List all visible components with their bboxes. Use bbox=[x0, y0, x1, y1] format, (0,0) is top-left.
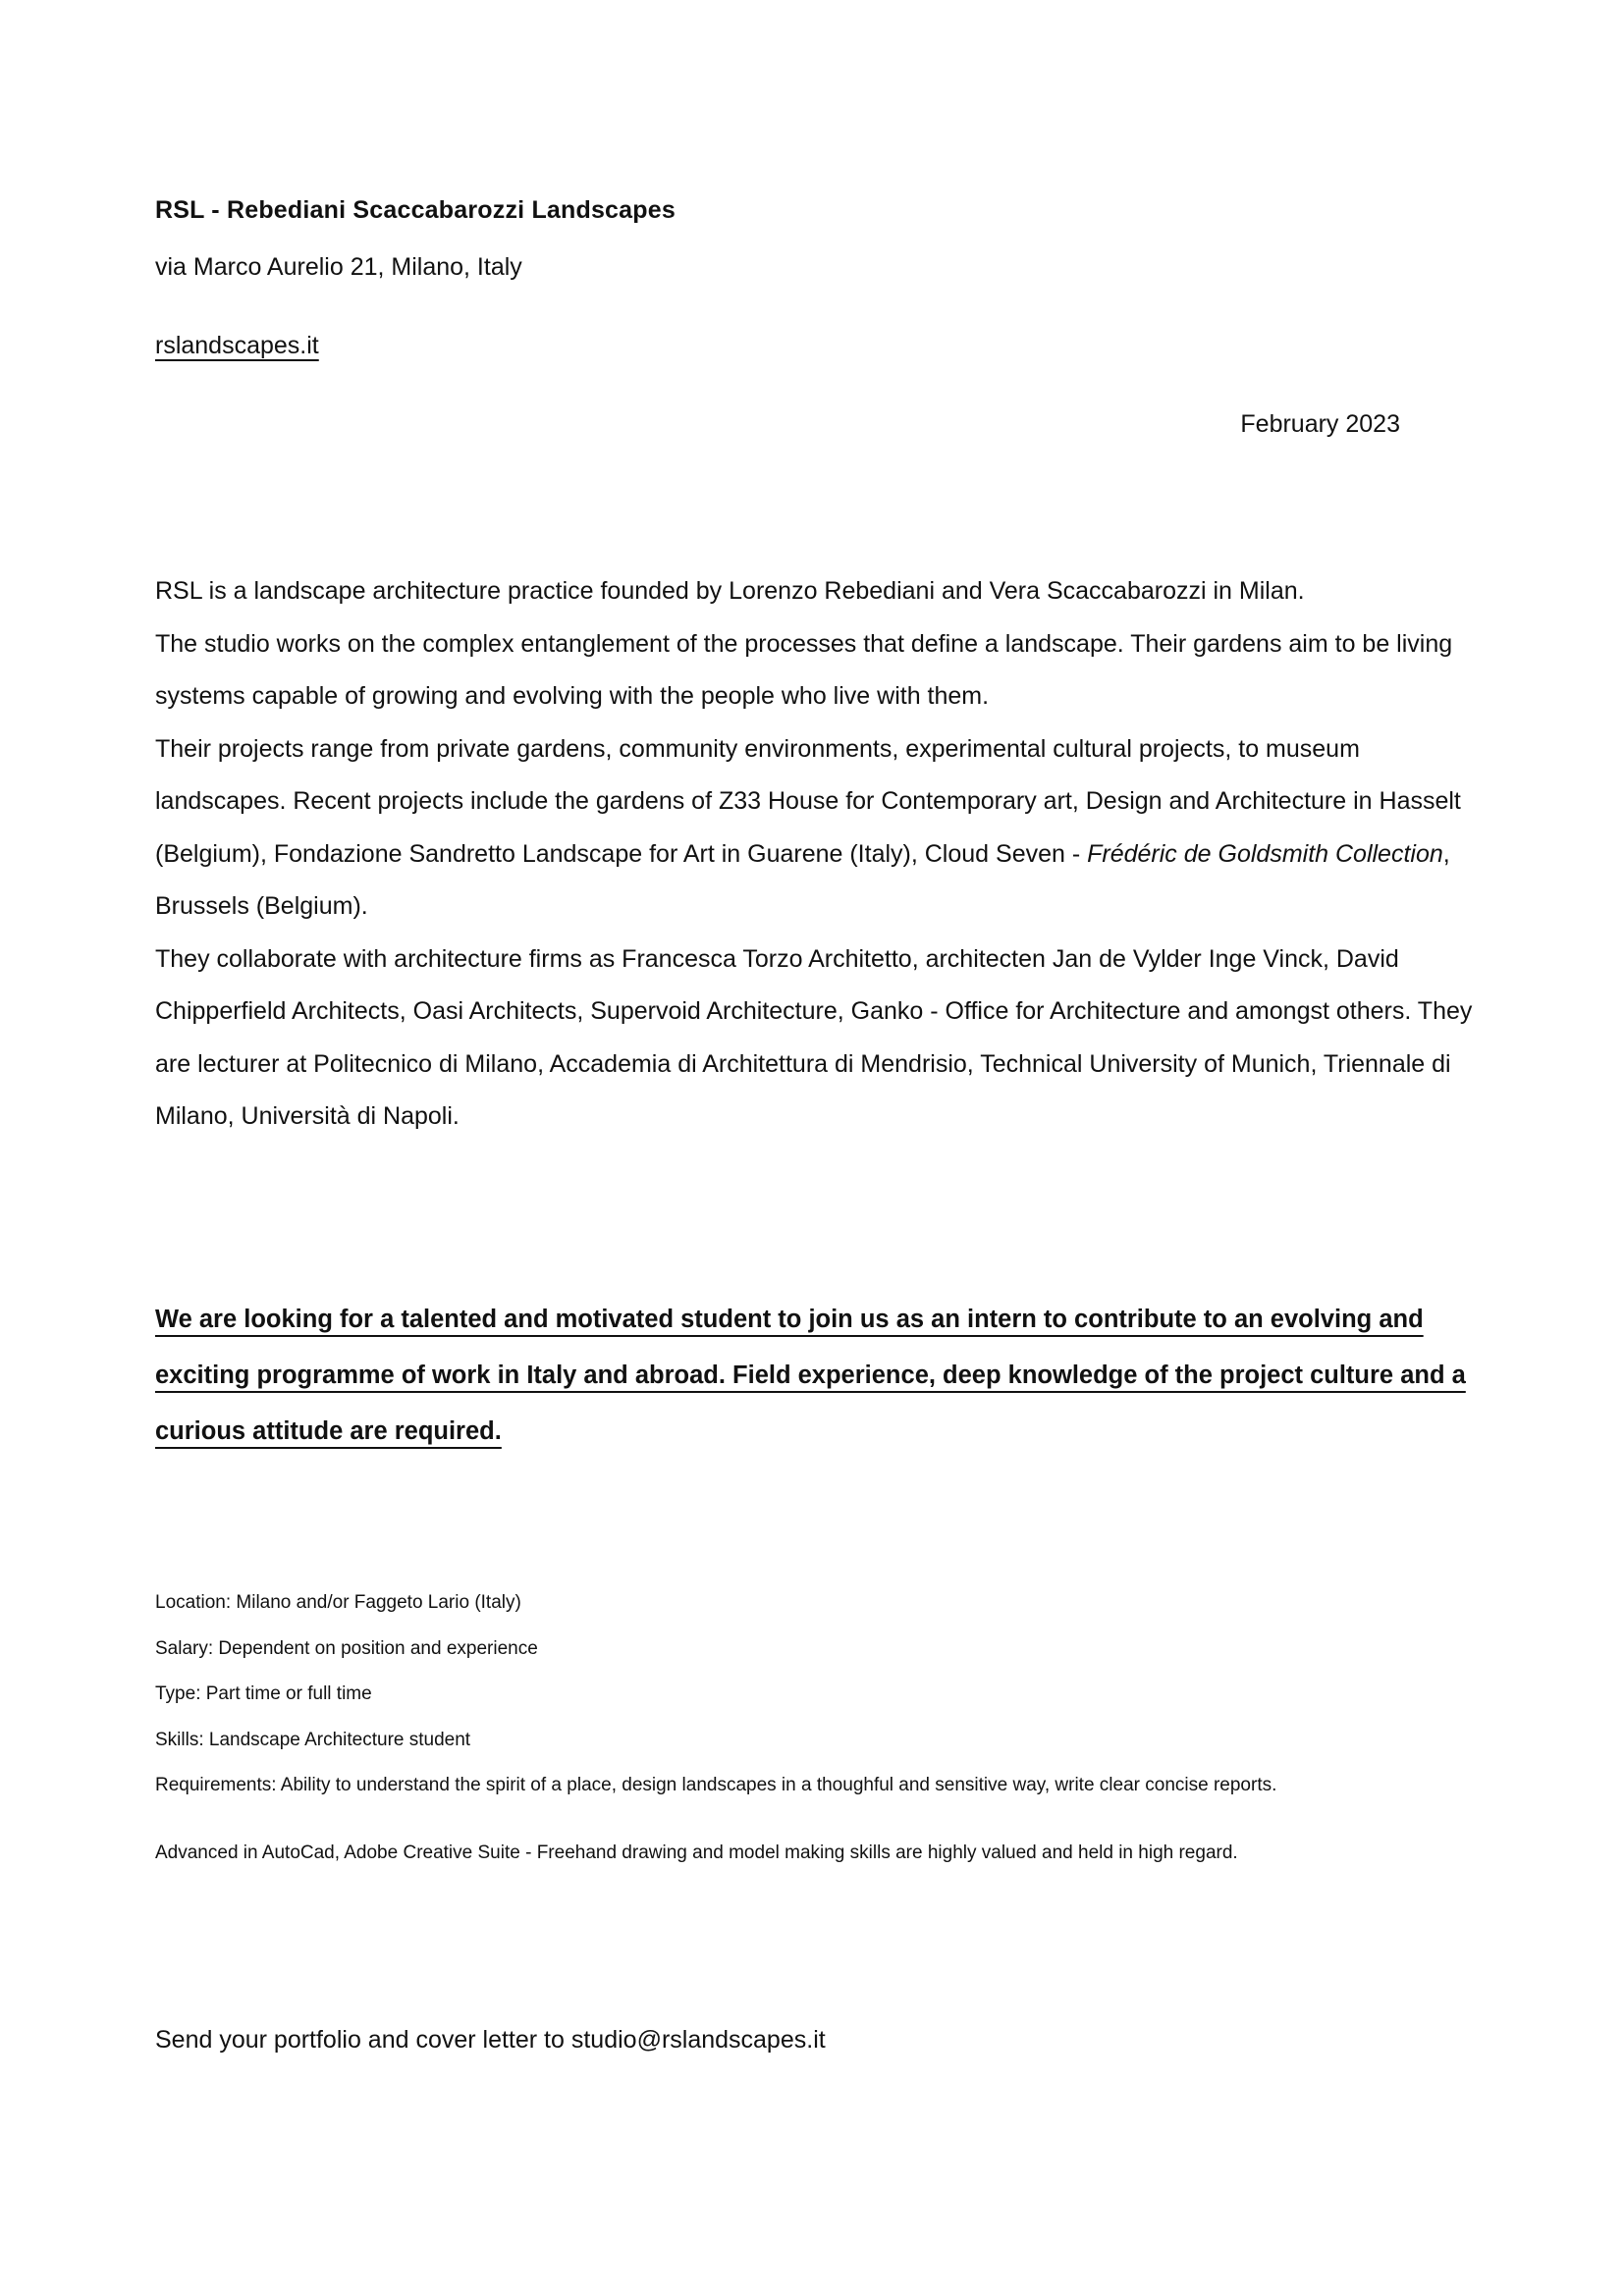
detail-advanced-skills: Advanced in AutoCad, Adobe Creative Suite - Freehand drawing and model making skills are highly valued and held in high regard. bbox=[155, 1842, 1238, 1863]
internship-callout-text: We are looking for a talented and motivated student to join us as an intern to contribute to an evolving and exciting programme of work in Italy and abroad. Field experience, deep knowledge of the project culture and a curious attitude are required. bbox=[155, 1306, 1466, 1445]
intro-paragraph-founding: RSL is a landscape architecture practice founded by Lorenzo Rebediani and Vera Scaccabarozzi in Milan. bbox=[155, 577, 1305, 605]
letter-date: February 2023 bbox=[1240, 410, 1400, 438]
detail-requirements: Requirements: Ability to understand the spirit of a place, design landscapes in a thoughful and sensitive way, write clear concise reports. bbox=[155, 1775, 1277, 1795]
intro-paragraph-studio: The studio works on the complex entanglement of the processes that define a landscape. Their gardens aim to be living systems capable of growing and evolving with the people who live with them. bbox=[155, 629, 1453, 710]
company-address: via Marco Aurelio 21, Milano, Italy bbox=[155, 253, 522, 281]
detail-type: Type: Part time or full time bbox=[155, 1683, 372, 1704]
website-link[interactable] bbox=[155, 332, 1490, 360]
internship-callout bbox=[155, 1292, 1500, 1460]
company-name: RSL - Rebediani Scaccabarozzi Landscapes bbox=[155, 196, 676, 224]
projects-text-end: , Brussels (Belgium). bbox=[155, 839, 1450, 920]
website-link-text[interactable]: rslandscapes.it bbox=[155, 332, 319, 359]
job-details bbox=[155, 1580, 1490, 1876]
intro-section bbox=[155, 565, 1490, 1144]
intro-paragraph-projects bbox=[155, 723, 1490, 934]
detail-salary: Salary: Dependent on position and experience bbox=[155, 1637, 538, 1659]
detail-skills: Skills: Landscape Architecture student bbox=[155, 1729, 471, 1750]
projects-text-start: Their projects range from private gardens, community environments, experimental cultural projects, to museum landscapes. Recent projects include the gardens of Z33 House for Contemporary art, Design and Architecture in Hasselt (Belgium), Fondazione Sandretto Landscape for Art in Guarene (Italy), Cloud Seven - bbox=[155, 734, 1461, 868]
detail-location: Location: Milano and/or Faggeto Lario (Italy) bbox=[155, 1592, 521, 1613]
projects-text-italic: Frédéric de Goldsmith Collection bbox=[1087, 839, 1443, 868]
contact-instruction: Send your portfolio and cover letter to studio@rslandscapes.it bbox=[155, 2026, 826, 2054]
intro-paragraph-collaborations: They collaborate with architecture firms as Francesca Torzo Architetto, architecten Jan de Vylder Inge Vinck, David Chipperfield Architects, Oasi Architects, Supervoid Architecture, Ganko - Office for Architecture and amongst others. They are lecturer at Politecnico di Milano, Accademia di Architettura di Mendrisio, Technical University of Munich, Triennale di Milano, Università di Napoli. bbox=[155, 944, 1473, 1130]
